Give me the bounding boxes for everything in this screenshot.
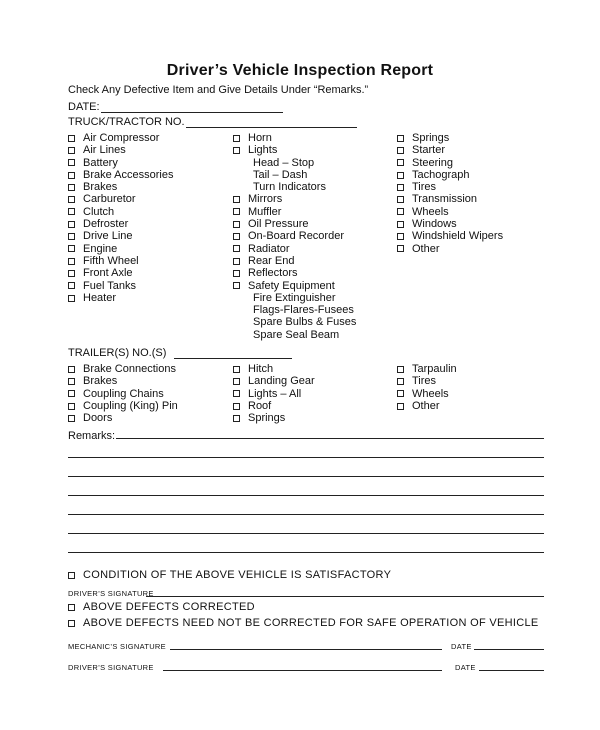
checkbox[interactable] [397, 184, 404, 191]
checkbox[interactable] [233, 135, 240, 142]
defects-not-needed-label: ABOVE DEFECTS NEED NOT BE CORRECTED FOR SAFE OPERATION OF VEHICLE [83, 617, 539, 629]
checklist-item-steering[interactable] [397, 157, 503, 169]
checklist-item-radiator[interactable] [233, 243, 356, 255]
checklist-item-label: Lights – All [248, 387, 302, 400]
drivers-signature-field-1[interactable] [146, 596, 544, 597]
checkbox[interactable] [68, 233, 75, 240]
checkbox[interactable] [397, 378, 404, 385]
checklist-item-air-compressor[interactable] [68, 132, 173, 144]
date-label-mechanic: DATE [451, 642, 472, 651]
checklist-item-muffler[interactable] [233, 206, 356, 218]
checkbox[interactable] [68, 403, 75, 410]
checklist-item-label: Tires [412, 181, 437, 194]
checklist-item-mirrors[interactable] [233, 193, 356, 205]
checkbox[interactable] [233, 378, 240, 385]
checkbox[interactable] [68, 147, 75, 154]
checkbox[interactable] [68, 135, 75, 142]
trailer-number-label: TRAILER(S) NO.(S) [68, 347, 167, 359]
checkbox[interactable] [397, 390, 404, 397]
checklist-item-flags-flares-fusees [233, 304, 356, 316]
checkbox[interactable] [68, 366, 75, 373]
checklist-item-label: Mirrors [248, 193, 283, 206]
checklist-item-brakes[interactable] [68, 181, 173, 193]
checkbox[interactable] [233, 258, 240, 265]
checklist-item-label: Landing Gear [248, 375, 315, 388]
checkbox[interactable] [397, 196, 404, 203]
checklist-item-other[interactable] [397, 400, 457, 412]
checkbox[interactable] [233, 147, 240, 154]
truck-checklist-column-3 [397, 132, 503, 255]
checklist-item-label: Rear End [248, 254, 295, 267]
truck-number-label: TRUCK/TRACTOR NO. [68, 116, 185, 128]
mechanic-date-field[interactable] [474, 649, 544, 650]
checklist-item-air-lines[interactable] [68, 144, 173, 156]
drivers-signature-label-1: DRIVER’S SIGNATURE [68, 589, 154, 598]
checklist-item-tachograph[interactable] [397, 169, 503, 181]
checkbox[interactable] [233, 208, 240, 215]
checklist-item-label: Springs [412, 132, 450, 144]
condition-satisfactory-row[interactable] [68, 569, 391, 581]
mechanics-signature-field[interactable] [170, 649, 442, 650]
checkbox[interactable] [397, 366, 404, 373]
checklist-item-other[interactable] [397, 243, 503, 255]
date-label-driver: DATE [455, 663, 476, 672]
checkbox[interactable] [68, 258, 75, 265]
checkbox[interactable] [233, 390, 240, 397]
checklist-item-label: Coupling Chains [83, 387, 164, 400]
remarks-label: Remarks: [68, 430, 116, 442]
checklist-item-label: Spare Bulbs & Fuses [253, 316, 357, 329]
checklist-item-landing-gear[interactable] [233, 375, 315, 387]
checklist-item-label: Fifth Wheel [83, 254, 139, 267]
checklist-item-carburetor[interactable] [68, 193, 173, 205]
checkbox[interactable] [68, 295, 75, 302]
checkbox[interactable] [233, 270, 240, 277]
checklist-item-label: Wheels [412, 387, 449, 400]
mechanics-signature-label: MECHANIC’S SIGNATURE [68, 642, 166, 651]
trailer-number-field[interactable] [174, 358, 292, 359]
checklist-item-spare-bulbs-fuses [233, 316, 356, 328]
checklist-item-wheels[interactable] [397, 388, 457, 400]
checkbox[interactable] [397, 221, 404, 228]
checklist-item-drive-line[interactable] [68, 230, 173, 242]
trailer-checklist-column-1 [68, 363, 178, 424]
checklist-item-spare-seal-beam [233, 329, 356, 341]
checkbox[interactable] [68, 221, 75, 228]
checklist-item-label: Wheels [412, 205, 449, 218]
checklist-item-label: Tachograph [412, 168, 470, 181]
checklist-item-label: Defroster [83, 218, 129, 231]
checklist-item-starter[interactable] [397, 144, 503, 156]
checklist-item-label: Transmission [412, 193, 477, 206]
driver-date-field[interactable] [479, 670, 544, 671]
checkbox[interactable] [68, 378, 75, 385]
checkbox[interactable] [397, 147, 404, 154]
checklist-item-label: Tail – Dash [253, 168, 308, 181]
checklist-item-label: Brakes [83, 375, 118, 388]
defects-not-needed-row[interactable] [68, 617, 539, 629]
checkbox[interactable] [233, 403, 240, 410]
checklist-item-label: Other [412, 242, 440, 255]
checkbox[interactable] [397, 172, 404, 179]
checkbox[interactable] [233, 233, 240, 240]
checklist-item-label: Radiator [248, 242, 290, 255]
checkbox[interactable] [397, 159, 404, 166]
checklist-item-tires[interactable] [397, 181, 503, 193]
checklist-item-battery[interactable] [68, 157, 173, 169]
checkbox[interactable] [68, 572, 75, 579]
checklist-item-label: Doors [83, 412, 113, 425]
checklist-item-safety-equipment[interactable] [233, 280, 356, 292]
checklist-item-brake-accessories[interactable] [68, 169, 173, 181]
remarks-line-7[interactable] [68, 552, 544, 553]
checklist-item-fuel-tanks[interactable] [68, 280, 173, 292]
truck-checklist-column-1 [68, 132, 173, 304]
trailer-checklist-column-3 [397, 363, 457, 412]
checklist-item-label: Coupling (King) Pin [83, 399, 178, 412]
checklist-item-label: Safety Equipment [248, 279, 335, 292]
checkbox[interactable] [68, 196, 75, 203]
checklist-item-coupling-king-pin[interactable] [68, 400, 178, 412]
checklist-item-rear-end[interactable] [233, 255, 356, 267]
defects-corrected-row[interactable] [68, 601, 255, 613]
date-label: DATE: [68, 101, 100, 113]
checklist-item-brakes[interactable] [68, 375, 178, 387]
checklist-item-hitch[interactable] [233, 363, 315, 375]
checkbox[interactable] [68, 390, 75, 397]
checklist-item-label: Lights [248, 144, 278, 157]
checkbox[interactable] [233, 366, 240, 373]
remarks-line-2[interactable] [68, 457, 544, 458]
checklist-item-windshield-wipers[interactable] [397, 230, 503, 242]
checklist-item-label: Air Lines [83, 144, 126, 157]
checkbox[interactable] [233, 415, 240, 422]
remarks-line-3[interactable] [68, 476, 544, 477]
checklist-item-transmission[interactable] [397, 193, 503, 205]
checklist-item-roof[interactable] [233, 400, 315, 412]
checkbox[interactable] [397, 233, 404, 240]
checklist-item-label: Brake Accessories [83, 168, 174, 181]
checkbox[interactable] [68, 620, 75, 627]
checkbox[interactable] [397, 245, 404, 252]
checklist-item-fire-extinguisher [233, 292, 356, 304]
checklist-item-label: Engine [83, 242, 118, 255]
checkbox[interactable] [397, 135, 404, 142]
checkbox[interactable] [68, 270, 75, 277]
checklist-item-label: Windows [412, 218, 457, 231]
checklist-item-wheels[interactable] [397, 206, 503, 218]
checkbox[interactable] [68, 172, 75, 179]
checkbox[interactable] [233, 282, 240, 289]
checklist-item-clutch[interactable] [68, 206, 173, 218]
checklist-item-label: Air Compressor [83, 132, 160, 144]
checkbox[interactable] [68, 245, 75, 252]
checklist-item-label: Oil Pressure [248, 218, 309, 231]
condition-satisfactory-label: CONDITION OF THE ABOVE VEHICLE IS SATISFACTORY [83, 569, 392, 581]
checklist-item-label: Roof [248, 399, 272, 412]
checklist-item-label: Heater [83, 291, 117, 304]
checklist-item-defroster[interactable] [68, 218, 173, 230]
checkbox[interactable] [68, 282, 75, 289]
drivers-signature-field-2[interactable] [163, 670, 442, 671]
checklist-item-windows[interactable] [397, 218, 503, 230]
checklist-item-reflectors[interactable] [233, 267, 356, 279]
checkbox[interactable] [68, 184, 75, 191]
checklist-item-tires[interactable] [397, 375, 457, 387]
defects-corrected-label: ABOVE DEFECTS CORRECTED [83, 601, 255, 613]
checklist-item-label: Tarpaulin [412, 363, 457, 375]
checklist-item-lights[interactable] [233, 144, 356, 156]
checklist-item-label: Flags-Flares-Fusees [253, 304, 354, 317]
checkbox[interactable] [68, 415, 75, 422]
date-field[interactable] [101, 112, 283, 113]
checklist-item-springs[interactable] [233, 412, 315, 424]
remarks-line-5[interactable] [68, 514, 544, 515]
checklist-item-on-board-recorder[interactable] [233, 230, 356, 242]
checklist-item-label: Steering [412, 156, 453, 169]
checklist-item-horn[interactable] [233, 132, 356, 144]
page-title: Driver’s Vehicle Inspection Report [166, 62, 434, 79]
checklist-item-label: Other [412, 399, 440, 412]
checklist-item-label: Turn Indicators [253, 181, 326, 194]
checkbox[interactable] [397, 403, 404, 410]
truck-checklist-column-2 [233, 132, 356, 341]
checklist-item-label: Starter [412, 144, 446, 157]
checklist-item-doors[interactable] [68, 412, 178, 424]
checklist-item-label: Spare Seal Beam [253, 328, 340, 341]
checklist-item-label: Brake Connections [83, 363, 176, 375]
checkbox[interactable] [68, 604, 75, 611]
checklist-item-label: Clutch [83, 205, 115, 218]
checklist-item-label: Drive Line [83, 230, 133, 243]
checklist-item-label: Reflectors [248, 267, 298, 280]
checkbox[interactable] [68, 159, 75, 166]
checkbox[interactable] [397, 208, 404, 215]
drivers-signature-label-2: DRIVER’S SIGNATURE [68, 663, 154, 672]
checklist-item-heater[interactable] [68, 292, 173, 304]
checklist-item-label: Brakes [83, 181, 118, 194]
checklist-item-lights-all[interactable] [233, 388, 315, 400]
checkbox[interactable] [233, 221, 240, 228]
checklist-item-label: Horn [248, 132, 272, 144]
checklist-item-brake-connections[interactable] [68, 363, 178, 375]
checklist-item-label: Windshield Wipers [412, 230, 504, 243]
checklist-item-label: Head – Stop [253, 156, 315, 169]
instructions: Check Any Defective Item and Give Details Under “Remarks.” [68, 84, 369, 96]
checklist-item-label: Fuel Tanks [83, 279, 136, 292]
checklist-item-tarpaulin[interactable] [397, 363, 457, 375]
checklist-item-oil-pressure[interactable] [233, 218, 356, 230]
checklist-item-turn-indicators [233, 181, 356, 193]
checklist-item-label: Fire Extinguisher [253, 291, 336, 304]
checklist-item-tail-dash [233, 169, 356, 181]
checklist-item-label: Springs [248, 412, 286, 425]
checklist-item-coupling-chains[interactable] [68, 388, 178, 400]
checklist-item-label: Muffler [248, 205, 282, 218]
checklist-item-label: Hitch [248, 363, 274, 375]
checklist-item-label: Tires [412, 375, 437, 388]
checkbox[interactable] [68, 208, 75, 215]
checklist-item-label: Front Axle [83, 267, 133, 280]
remarks-line-6[interactable] [68, 533, 544, 534]
checklist-item-engine[interactable] [68, 243, 173, 255]
checklist-item-label: Battery [83, 156, 118, 169]
checklist-item-front-axle[interactable] [68, 267, 173, 279]
trailer-checklist-column-2 [233, 363, 315, 424]
remarks-line-1[interactable] [116, 438, 544, 439]
checkbox[interactable] [233, 196, 240, 203]
checklist-item-label: Carburetor [83, 193, 136, 206]
remarks-line-4[interactable] [68, 495, 544, 496]
checklist-item-head-stop [233, 157, 356, 169]
checkbox[interactable] [233, 245, 240, 252]
checklist-item-label: On-Board Recorder [248, 230, 344, 243]
checklist-item-springs[interactable] [397, 132, 503, 144]
truck-number-field[interactable] [186, 127, 357, 128]
checklist-item-fifth-wheel[interactable] [68, 255, 173, 267]
